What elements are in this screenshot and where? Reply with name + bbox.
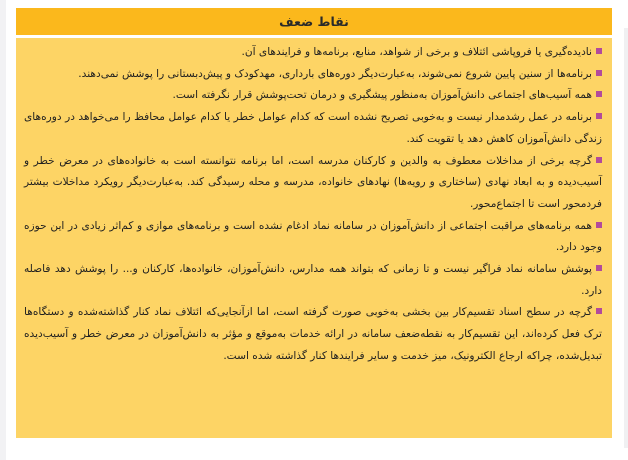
square-bullet-icon bbox=[596, 48, 602, 54]
list-item-text: برنامه‌ها از سنین پایین شروع نمی‌شوند، به‌عبارت‌دیگر دوره‌های بارداری، مهدکودک و پیش‌دبستانی را پوشش نمی‌دهند. bbox=[78, 67, 592, 80]
weaknesses-panel bbox=[16, 8, 612, 438]
list-item-text: گرچه برخی از مداخلات معطوف به والدین و کارکنان مدرسه است، اما برنامه نتوانسته است به خانواده‌های در معرض خطر و آسیب‌دیده و به ابعاد نهادی (ساختاری و رویه‌ها) نهادهای خانواده، مدرسه و محله رسیدگی کند. به‌عبارت‌دیگر رویکرد مداخلات بیشتر فردمحور است تا اجتماع‌محور. bbox=[24, 154, 602, 210]
square-bullet-icon bbox=[596, 308, 602, 314]
left-edge bbox=[0, 0, 6, 460]
square-bullet-icon bbox=[596, 113, 602, 119]
square-bullet-icon bbox=[596, 265, 602, 271]
right-edge bbox=[624, 28, 628, 448]
list-item bbox=[24, 85, 602, 107]
list-item-text: همه آسیب‌های اجتماعی دانش‌آموزان به‌منظور پیشگیری و درمان تحت‌پوشش قرار نگرفته است. bbox=[172, 89, 592, 102]
square-bullet-icon bbox=[596, 91, 602, 97]
list-item bbox=[24, 151, 602, 216]
list-item bbox=[24, 216, 602, 259]
list-item bbox=[24, 42, 602, 64]
square-bullet-icon bbox=[596, 222, 602, 228]
square-bullet-icon bbox=[596, 70, 602, 76]
list-item-text: برنامه در عمل رشدمدار نیست و به‌خوبی تصریح نشده است که کدام عوامل خطر یا کدام عوامل محافظ را می‌خواهد در دوره‌های زندگی دانش‌آموزان کاهش دهد یا تقویت کند. bbox=[24, 111, 602, 145]
list-item-text: نادیده‌گیری یا فروپاشی ائتلاف و برخی از شواهد، منابع، برنامه‌ها و فرایندهای آن. bbox=[241, 46, 592, 58]
list-item-text: گرچه در سطح اسناد تقسیم‌کار بین بخشی به‌خوبی صورت گرفته است، اما ازآنجایی‌که ائتلاف نماد کنار گذاشته‌شده و دستگاه‌ها ترک فعل کرده‌اند، این تقسیم‌کار به نقطه‌ضعف سامانه در ارائه خدمات به‌موقع و مؤثر به دانش‌آموزان در معرض خطر و آسیب‌دیده تبدیل‌شده، چراکه ارجاع الکترونیک، میز خدمت و سایر فرایندها کنار گذاشته شده است. bbox=[24, 306, 602, 362]
panel-title: نقاط ضعف bbox=[279, 14, 349, 29]
list-item-text: پوشش سامانه نماد فراگیر نیست و تا زمانی که بتواند همه مدارس، دانش‌آموزان، خانواده‌ها، کارکنان و... را پوشش دهد فاصله دارد. bbox=[24, 263, 602, 297]
list-item-text: همه برنامه‌های مراقبت اجتماعی از دانش‌آموزان در سامانه نماد ادغام نشده است و برنامه‌های موازی و کم‌اثر زیادی در این حوزه وجود دارد. bbox=[24, 219, 602, 254]
list-item bbox=[24, 64, 602, 86]
panel-body bbox=[16, 38, 612, 438]
list-item bbox=[24, 259, 602, 302]
square-bullet-icon bbox=[596, 157, 602, 163]
panel-header bbox=[16, 8, 612, 35]
list-item bbox=[24, 107, 602, 150]
list-item bbox=[24, 302, 602, 367]
